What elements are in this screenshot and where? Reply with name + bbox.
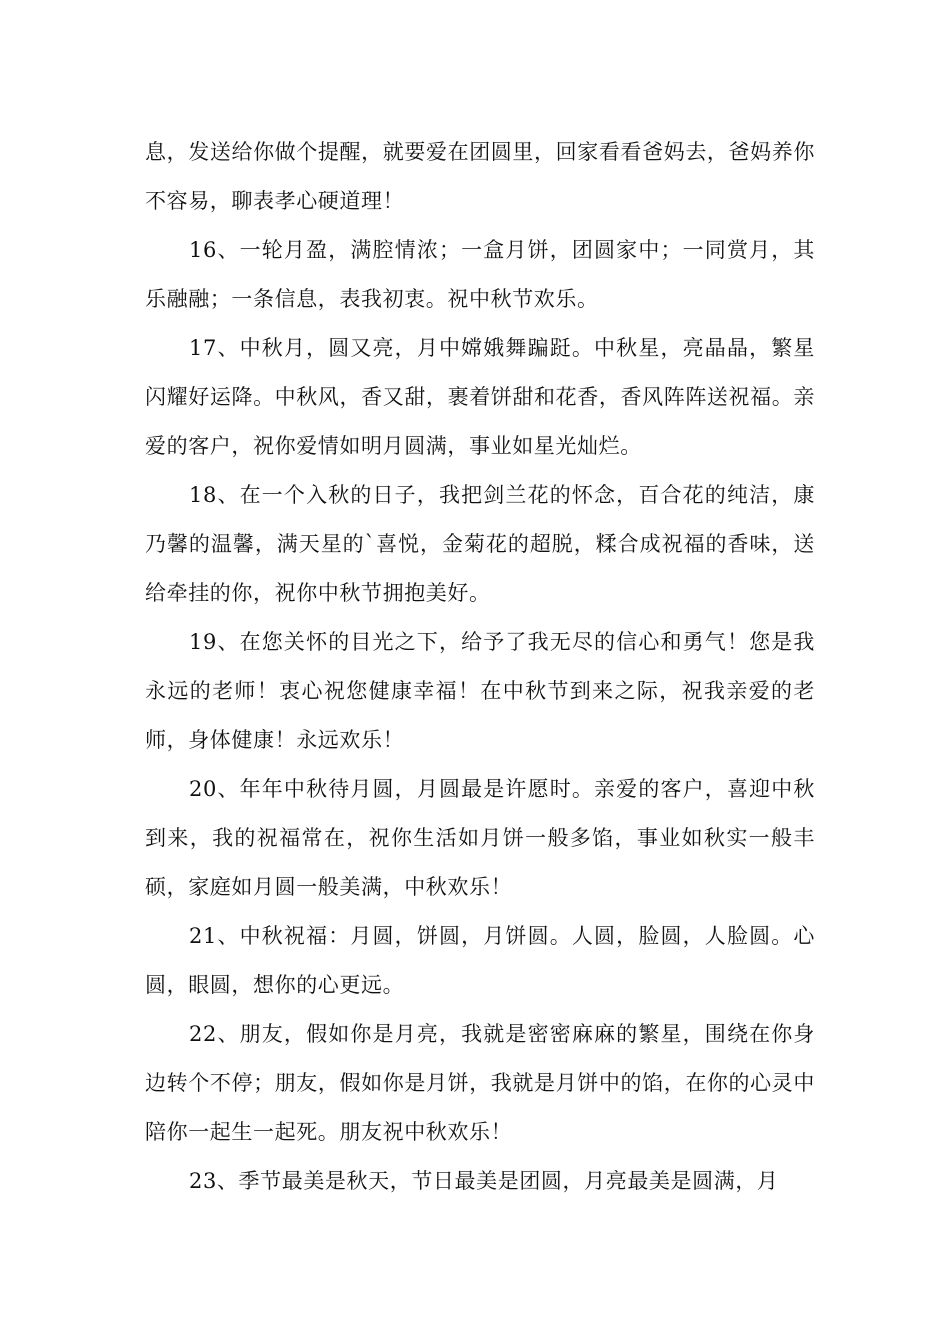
paragraph-21: 21、中秋祝福：月圆，饼圆，月饼圆。人圆，脸圆，人脸圆。心圆，眼圆，想你的心更远。 (145, 924, 815, 997)
paragraph-20: 20、年年中秋待月圆，月圆最是许愿时。亲爱的客户，喜迎中秋到来，我的祝福常在，祝你生活如月饼一般多馅，事业如秋实一般丰硕，家庭如月圆一般美满，中秋欢乐！ (145, 777, 815, 899)
paragraph-17: 17、中秋月，圆又亮，月中嫦娥舞蹁跹。中秋星，亮晶晶，繁星闪耀好运降。中秋风，香又甜，裹着饼甜和花香，香风阵阵送祝福。亲爱的客户，祝你爱情如明月圆满，事业如星光灿烂。 (145, 336, 815, 458)
paragraph-16: 16、一轮月盈，满腔情浓；一盒月饼，团圆家中；一同赏月，其乐融融；一条信息，表我初衷。祝中秋节欢乐。 (145, 238, 815, 311)
paragraph-22: 22、朋友，假如你是月亮，我就是密密麻麻的繁星，围绕在你身边转个不停；朋友，假如你是月饼，我就是月饼中的馅，在你的心灵中陪你一起生一起死。朋友祝中秋欢乐！ (145, 1022, 815, 1144)
paragraph-23: 23、季节最美是秋天，节日最美是团圆，月亮最美是圆满，月 (189, 1169, 779, 1193)
paragraph-continued: 息，发送给你做个提醒，就要爱在团圆里，回家看看爸妈去，爸妈养你不容易，聊表孝心硬道理！ (145, 140, 815, 213)
paragraph-19: 19、在您关怀的目光之下，给予了我无尽的信心和勇气！您是我永远的老师！衷心祝您健康幸福！在中秋节到来之际，祝我亲爱的老师，身体健康！永远欢乐！ (145, 630, 815, 752)
document-body (145, 128, 815, 1206)
paragraph-18: 18、在一个入秋的日子，我把剑兰花的怀念，百合花的纯洁，康乃馨的温馨，满天星的`喜悦，金菊花的超脱，糅合成祝福的香味，送给牵挂的你，祝你中秋节拥抱美好。 (145, 483, 815, 605)
